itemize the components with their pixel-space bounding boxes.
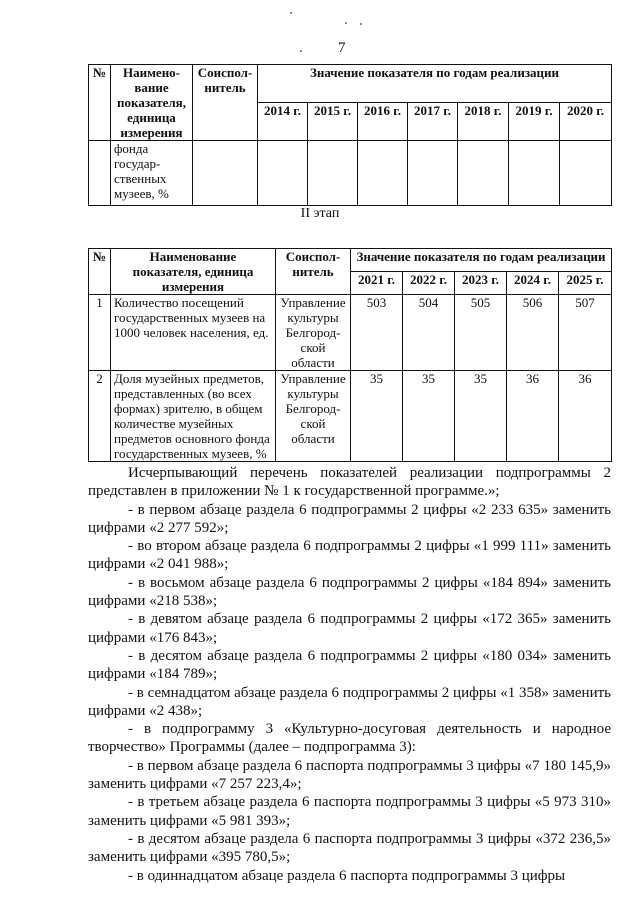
header-year: 2018 г.	[458, 103, 509, 141]
paragraph: - в первом абзаце раздела 6 подпрограммы 2 цифры «2 233 635» заменить цифрами «2 277 592»;	[88, 501, 611, 536]
value-cell: 505	[455, 295, 507, 371]
value-cell: 35	[403, 371, 455, 462]
row-num-cell: 1	[89, 295, 111, 371]
header-year: 2016 г.	[358, 103, 408, 141]
value-cell: 504	[403, 295, 455, 371]
header-values: Значение показателя по годам реализации	[351, 249, 612, 272]
header-year: 2014 г.	[258, 103, 308, 141]
row-executor-cell	[193, 141, 258, 206]
row-name-cell: Количество посещений государственных музеев на 1000 человек населения, ед.	[111, 295, 276, 371]
indicators-table-stage2	[88, 248, 612, 462]
row-num-cell	[89, 141, 111, 206]
value-cell	[458, 141, 509, 206]
value-cell: 506	[507, 295, 559, 371]
paragraph: - в одиннадцатом абзаце раздела 6 паспорта подпрограммы 3 цифры	[128, 867, 566, 884]
value-cell: 35	[351, 371, 403, 462]
value-cell	[509, 141, 560, 206]
paragraph: - во втором абзаце раздела 6 подпрограммы 2 цифры «1 999 111» заменить цифрами «2 041 988»;	[88, 538, 611, 573]
row-executor-cell: Управление культуры Белгород- ской области	[276, 371, 351, 462]
row-name-cell: Доля музейных предметов, представленных (во всех формах) зрителю, в общем количестве музейных предметов основного фонда государственных музеев, %	[111, 371, 276, 462]
indicators-table-stage1	[88, 64, 612, 206]
table-row	[89, 141, 612, 206]
value-cell	[308, 141, 358, 206]
value-cell	[408, 141, 458, 206]
table-row	[89, 295, 612, 371]
row-name-cell: фонда государ- ственных музеев, %	[111, 141, 193, 206]
header-year: 2019 г.	[509, 103, 560, 141]
header-year: 2021 г.	[351, 272, 403, 295]
value-cell: 36	[559, 371, 612, 462]
value-cell	[560, 141, 612, 206]
body-text	[88, 464, 611, 885]
header-year: 2025 г.	[559, 272, 612, 295]
paragraph: - в подпрограмму 3 «Культурно-досуговая деятельность и народное творчество» Программы (далее – подпрограмма 3):	[88, 721, 611, 756]
value-cell: 35	[455, 371, 507, 462]
value-cell: 36	[507, 371, 559, 462]
value-cell	[258, 141, 308, 206]
value-cell	[358, 141, 408, 206]
row-executor-cell: Управление культуры Белгород- ской области	[276, 295, 351, 371]
header-year: 2024 г.	[507, 272, 559, 295]
header-values: Значение показателя по годам реализации	[258, 65, 612, 103]
header-executor: Соиспол- нитель	[193, 65, 258, 141]
header-year: 2023 г.	[455, 272, 507, 295]
table-row	[89, 371, 612, 462]
scan-speck	[345, 22, 347, 24]
header-name: Наимено- вание показателя, единица измерения	[111, 65, 193, 141]
header-executor: Соиспол- нитель	[276, 249, 351, 295]
paragraph: - в семнадцатом абзаце раздела 6 подпрограммы 2 цифры «1 358» заменить цифрами «2 438»;	[88, 684, 611, 719]
paragraph: - в третьем абзаце раздела 6 паспорта подпрограммы 3 цифры «5 973 310» заменить цифрами «5 981 393»;	[88, 794, 611, 829]
value-cell: 507	[559, 295, 612, 371]
header-year: 2022 г.	[403, 272, 455, 295]
header-year: 2017 г.	[408, 103, 458, 141]
header-name: Наименование показателя, единица измерения	[111, 249, 276, 295]
scan-speck	[300, 50, 302, 52]
paragraph: Исчерпывающий перечень показателей реализации подпрограммы 2 представлен в приложении № 1 к государственной программе.»;	[88, 465, 611, 500]
paragraph: - в девятом абзаце раздела 6 подпрограммы 2 цифры «172 365» заменить цифрами «176 843»;	[88, 611, 611, 646]
page-number: 7	[338, 40, 346, 56]
header-num: №	[89, 249, 111, 295]
header-year: 2020 г.	[560, 103, 612, 141]
scan-speck	[360, 23, 362, 25]
scan-speck	[290, 12, 292, 14]
paragraph: - в первом абзаце раздела 6 паспорта подпрограммы 3 цифры «7 180 145,9» заменить цифрами «7 257 223,4»;	[88, 757, 611, 793]
paragraph: - в десятом абзаце раздела 6 паспорта подпрограммы 3 цифры «372 236,5» заменить цифрами «395 780,5»;	[88, 830, 611, 866]
value-cell: 503	[351, 295, 403, 371]
header-num: №	[89, 65, 111, 141]
stage-title: II этап	[300, 206, 340, 221]
header-year: 2015 г.	[308, 103, 358, 141]
paragraph: - в десятом абзаце раздела 6 подпрограммы 2 цифры «180 034» заменить цифрами «184 789»;	[88, 647, 611, 683]
paragraph: - в восьмом абзаце раздела 6 подпрограммы 2 цифры «184 894» заменить цифрами «218 538»;	[88, 574, 611, 610]
row-num-cell: 2	[89, 371, 111, 462]
